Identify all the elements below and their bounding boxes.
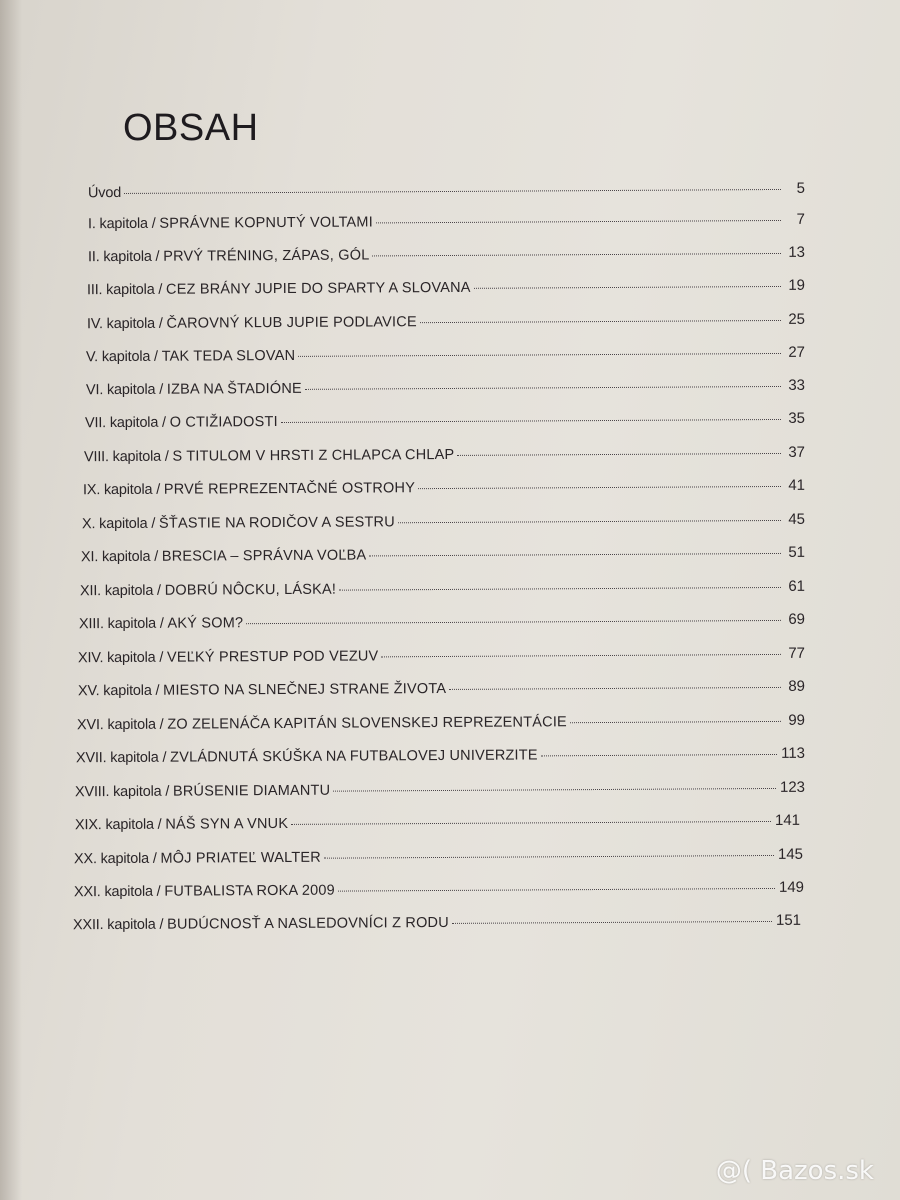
page-title: OBSAH — [123, 107, 259, 150]
chapter-number: XXI. kapitola / — [73, 883, 165, 901]
toc-entry — [75, 812, 800, 833]
page-number: 5 — [796, 179, 806, 197]
chapter-title: BUDÚCNOSŤ A NASLEDOVNÍCI Z RODU — [167, 914, 449, 933]
chapter-number: XIII. kapitola / — [78, 615, 168, 633]
chapter-number: II. kapitola / — [87, 248, 164, 266]
dot-leader — [333, 788, 776, 792]
chapter-title: MÔJ PRIATEĽ WALTER — [160, 849, 321, 867]
chapter-number: XII. kapitola / — [79, 582, 165, 600]
page-number: 69 — [788, 610, 806, 628]
toc-entry — [81, 544, 805, 565]
page-number: 7 — [796, 210, 806, 228]
toc-entry — [88, 180, 805, 201]
toc-entry-label — [83, 480, 415, 498]
chapter-title: FUTBALISTA ROKA 2009 — [164, 882, 335, 900]
chapter-title: IZBA NA ŠTADIÓNE — [166, 380, 302, 398]
dot-leader — [369, 553, 781, 557]
toc-entry — [86, 344, 805, 365]
page-number: 99 — [788, 711, 806, 729]
toc-entry — [87, 311, 805, 332]
chapter-title: VEĽKÝ PRESTUP POD VEZUV — [166, 648, 379, 666]
dot-leader — [246, 620, 781, 624]
dot-leader — [420, 320, 781, 323]
chapter-title: PRVÉ REPREZENTAČNÉ OSTROHY — [163, 480, 416, 498]
toc-entry — [74, 846, 803, 867]
toc-entry-label — [85, 414, 278, 431]
page-number: 89 — [788, 677, 806, 695]
chapter-title: MIESTO NA SLNEČNEJ STRANE ŽIVOTA — [163, 680, 447, 699]
page-number: 41 — [788, 476, 806, 494]
page-number: 25 — [788, 310, 806, 328]
page-number: 45 — [788, 510, 806, 528]
dot-leader — [452, 921, 772, 924]
dot-leader — [570, 721, 781, 723]
dot-leader — [398, 520, 781, 523]
dot-leader — [305, 386, 781, 390]
chapter-number: XVI. kapitola / — [76, 716, 168, 734]
toc-entry-label — [84, 447, 454, 465]
chapter-number: XIX. kapitola / — [74, 816, 166, 834]
page-gutter-shadow — [0, 0, 22, 1200]
toc-entry-label — [81, 547, 366, 565]
page-number: 145 — [777, 845, 804, 863]
toc-entry — [74, 879, 804, 900]
toc-entry — [86, 377, 805, 398]
toc-entry-label — [82, 514, 395, 532]
page-number: 113 — [781, 744, 806, 762]
dot-leader — [457, 453, 781, 456]
toc-entry-label — [77, 714, 567, 733]
toc-entry — [83, 477, 805, 498]
dot-leader — [418, 486, 781, 489]
toc-entry-label — [87, 280, 471, 298]
dot-leader — [291, 821, 771, 825]
toc-entry — [84, 444, 805, 465]
chapter-title: O CTIŽIADOSTI — [169, 414, 278, 431]
chapter-number: XVII. kapitola / — [75, 749, 171, 767]
toc-entry-label — [79, 615, 243, 632]
chapter-title: NÁŠ SYN A VNUK — [165, 815, 289, 833]
chapter-number: IV. kapitola / — [86, 315, 167, 333]
chapter-number: XXII. kapitola / — [72, 916, 168, 934]
chapter-number: XVIII. kapitola / — [74, 783, 174, 801]
page-number: 33 — [788, 376, 806, 394]
dot-leader — [124, 189, 781, 194]
page-number: 35 — [788, 409, 806, 427]
toc-entry-label — [73, 915, 449, 933]
watermark-logo: @( Bazos.sk — [715, 1156, 874, 1186]
toc-entry-label — [86, 348, 295, 365]
toc-entry-label — [86, 381, 302, 398]
chapter-title: CEZ BRÁNY JUPIE DO SPARTY A SLOVANA — [165, 279, 471, 298]
toc-entry — [88, 244, 805, 265]
chapter-number: X. kapitola / — [81, 515, 160, 533]
toc-entry — [88, 211, 805, 232]
toc-entry — [82, 511, 805, 532]
chapter-title: S TITULOM V HRSTI Z CHLAPCA CHLAP — [172, 446, 455, 465]
page-number: 141 — [774, 811, 801, 829]
page-number: 27 — [788, 343, 806, 361]
toc-entry — [78, 678, 805, 699]
dot-leader — [381, 654, 781, 657]
chapter-number: V. kapitola / — [85, 348, 162, 366]
toc-entry-label — [88, 247, 370, 265]
chapter-title: BRÚSENIE DIAMANTU — [172, 782, 331, 800]
toc-entry-label — [74, 883, 335, 901]
dot-leader — [372, 253, 781, 256]
toc-entry-label — [75, 816, 288, 833]
chapter-number: VI. kapitola / — [85, 381, 167, 399]
page-number: 123 — [779, 778, 806, 796]
chapter-title: ŠŤASTIE NA RODIČOV A SESTRU — [158, 514, 395, 532]
dot-leader — [541, 754, 777, 756]
chapter-number: Úvod — [87, 184, 122, 202]
chapter-title: AKÝ SOM? — [167, 615, 244, 632]
chapter-number: VIII. kapitola / — [83, 448, 173, 466]
toc-entry — [85, 410, 805, 431]
chapter-title: ZO ZELENÁČA KAPITÁN SLOVENSKEJ REPREZENTÁCIE — [167, 714, 567, 733]
toc-entry — [80, 578, 805, 599]
dot-leader — [449, 687, 781, 690]
page-number: 151 — [775, 911, 802, 929]
chapter-number: XX. kapitola / — [73, 850, 161, 868]
chapter-title: BRESCIA – SPRÁVNA VOĽBA — [161, 547, 367, 565]
toc-entry-label — [87, 314, 417, 332]
dot-leader — [298, 353, 781, 357]
toc-entry-label — [88, 185, 121, 201]
page-number: 37 — [788, 443, 806, 461]
chapter-title: ZVLÁDNUTÁ SKÚŠKA NA FUTBALOVEJ UNIVERZITE — [170, 747, 538, 766]
toc-entry — [73, 912, 801, 933]
chapter-number: VII. kapitola / — [84, 414, 170, 432]
chapter-number: III. kapitola / — [86, 281, 167, 299]
chapter-number: IX. kapitola / — [82, 481, 164, 499]
chapter-number: I. kapitola / — [87, 215, 160, 233]
page-number: 77 — [788, 644, 806, 662]
chapter-number: XIV. kapitola / — [77, 649, 168, 667]
dot-leader — [474, 286, 781, 289]
dot-leader — [281, 419, 781, 423]
page-number: 61 — [788, 577, 806, 595]
chapter-title: TAK TEDA SLOVAN — [161, 347, 296, 365]
toc-entry-label — [75, 783, 330, 801]
chapter-title: PRVÝ TRÉNING, ZÁPAS, GÓL — [163, 247, 370, 265]
page-number: 149 — [778, 878, 805, 896]
toc-entry-label — [78, 681, 446, 699]
toc-entry — [78, 645, 805, 666]
dot-leader — [376, 220, 781, 223]
toc-entry — [87, 277, 805, 298]
toc-entry-label — [88, 214, 373, 232]
dot-leader — [339, 587, 781, 591]
toc-entry — [75, 779, 805, 800]
chapter-number: XV. kapitola / — [77, 682, 164, 700]
chapter-number: XI. kapitola / — [80, 548, 162, 566]
chapter-title: ČAROVNÝ KLUB JUPIE PODLAVICE — [166, 314, 417, 332]
dot-leader — [338, 888, 775, 892]
toc-entry-label — [78, 648, 378, 666]
chapter-title: SPRÁVNE KOPNUTÝ VOLTAMI — [159, 214, 373, 232]
dot-leader — [324, 855, 774, 859]
page-number: 19 — [788, 276, 806, 294]
page-number: 13 — [788, 243, 806, 261]
chapter-title: DOBRÚ NÔCKU, LÁSKA! — [164, 581, 337, 599]
toc-entry — [76, 745, 805, 766]
toc-entry-label — [76, 747, 538, 766]
toc-entry-label — [80, 582, 336, 600]
page-number: 51 — [788, 543, 806, 561]
toc-entry — [79, 611, 805, 632]
toc-entry-label — [74, 850, 321, 868]
toc-entry — [77, 712, 805, 733]
